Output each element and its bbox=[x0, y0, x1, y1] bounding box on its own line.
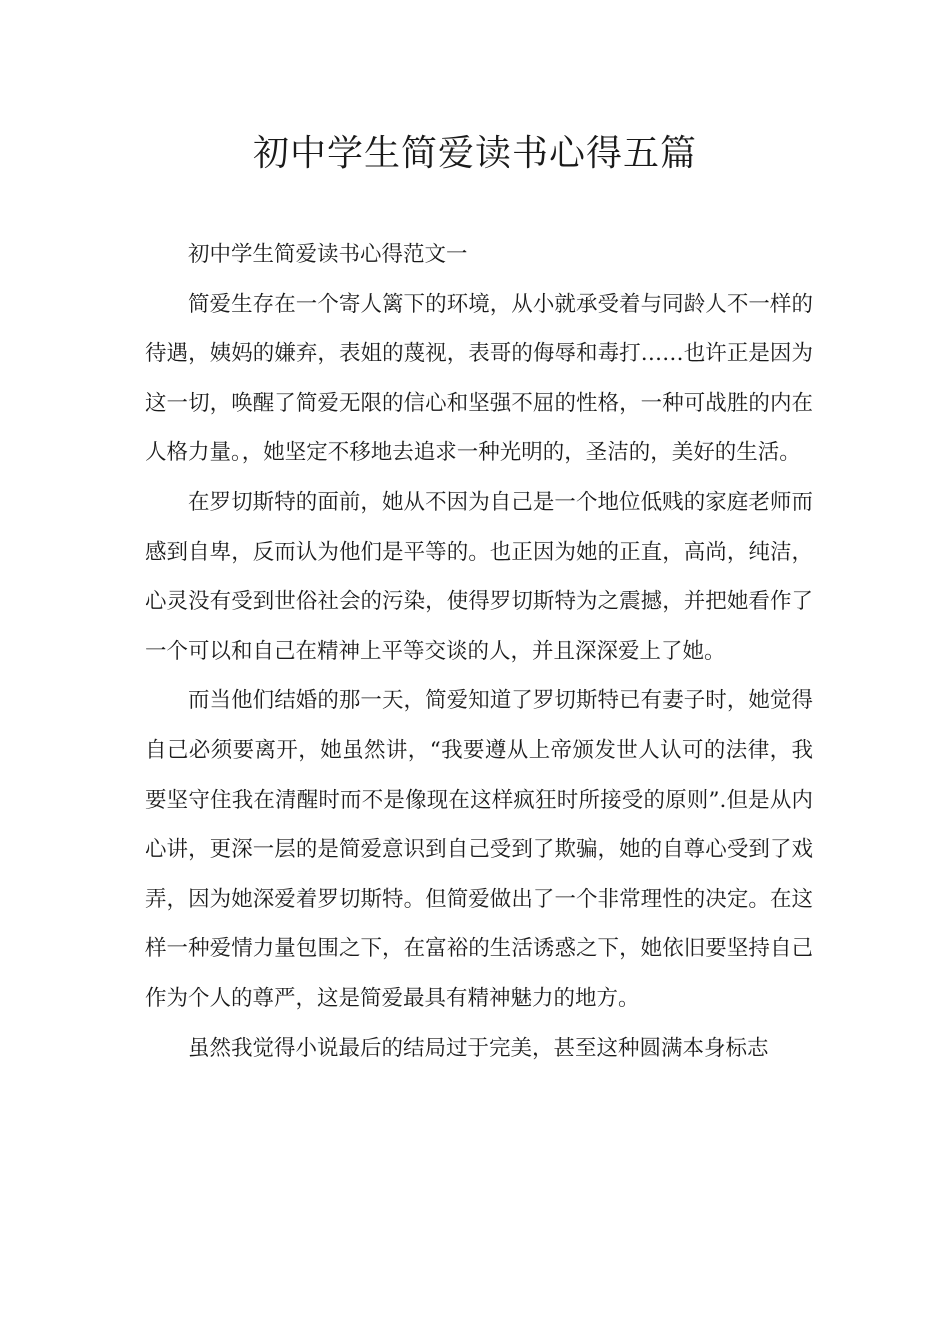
document-body bbox=[145, 230, 813, 1073]
paragraph-1: 简爱生存在一个寄人篱下的环境，从小就承受着与同龄人不一样的待遇，姨妈的嫌弃，表姐的蔑视，表哥的侮辱和毒打……也许正是因为这一切，唤醒了简爱无限的信心和坚强不屈的性格，一种可战胜的内在人格力量。，她坚定不移地去追求一种光明的，圣洁的，美好的生活。 bbox=[145, 291, 813, 466]
paragraph-4: 虽然我觉得小说最后的结局过于完美，甚至这种圆满本身标志 bbox=[188, 1035, 769, 1061]
section-subheading: 初中学生简爱读书心得范文一 bbox=[188, 242, 468, 267]
document-title: 初中学生简爱读书心得五篇 bbox=[252, 133, 697, 174]
paragraph-2: 在罗切斯特的面前，她从不因为自己是一个地位低贱的家庭老师而感到自卑，反而认为他们是平等的。也正因为她的正直，高尚，纯洁，心灵没有受到世俗社会的污染，使得罗切斯特为之震撼，并把她看作了一个可以和自己在精神上平等交谈的人，并且深深爱上了她。 bbox=[145, 489, 813, 664]
paragraph-3: 而当他们结婚的那一天，简爱知道了罗切斯特已有妻子时，她觉得自己必须要离开，她虽然讲，“我要遵从上帝颁发世人认可的法律，我要坚守住我在清醒时而不是像现在这样疯狂时所接受的原则”.但是从内心讲，更深一层的是简爱意识到自己受到了欺骗，她的自尊心受到了戏弄，因为她深爱着罗切斯特。但简爱做出了一个非常理性的决定。在这样一种爱情力量包围之下，在富裕的生活诱惑之下，她依旧要坚持自己作为个人的尊严，这是简爱最具有精神魅力的地方。 bbox=[145, 688, 813, 1011]
